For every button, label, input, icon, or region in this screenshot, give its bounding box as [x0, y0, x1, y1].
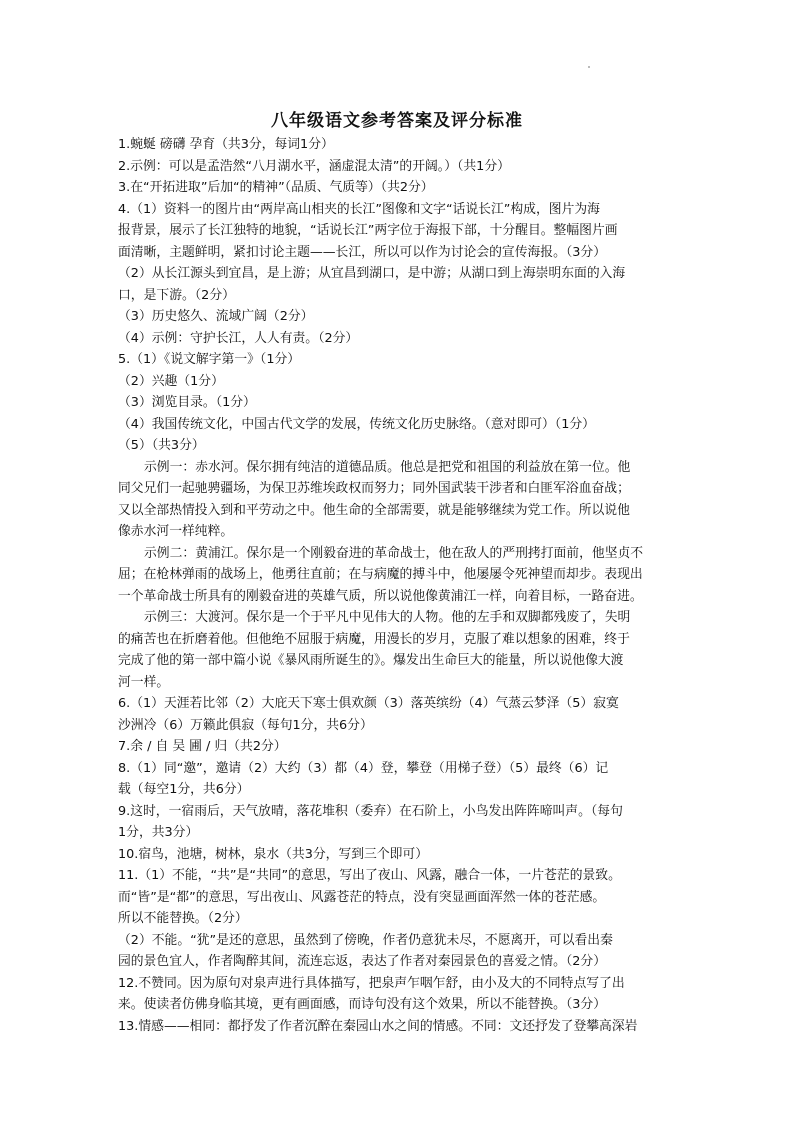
text-line: 又以全部热情投入到和平劳动之中。他生命的全部需要，就是能够继续为党工作。所以说他: [118, 502, 630, 518]
decorative-dot: [588, 66, 590, 68]
text-line: 同父兄们一起驰骋疆场，为保卫苏维埃政权而努力；同外国武装干涉者和白匪军浴血奋战；: [118, 481, 630, 496]
text-line: （4）我国传统文化，中国古代文学的发展，传统文化历史脉络。（意对即可）（1分）: [118, 416, 595, 432]
text-line: 载（每空1分，共6分）: [118, 782, 250, 797]
text-line: （4）示例：守护长江，人人有责。（2分）: [118, 330, 359, 346]
text-line: （2）从长江源头到宜昌，是上游；从宜昌到湖口，是中游；从湖口到上海崇明东面的入海: [118, 266, 626, 281]
text-line: 而“皆”是“都”的意思，写出夜山、风露苍茫的特点，没有突显画面浑然一体的苍茫感。: [118, 889, 606, 905]
text-line: 屈；在枪林弹雨的战场上，他勇往直前；在与病魔的搏斗中，他屡屡令死神望而却步。表现出: [118, 567, 643, 582]
text-line: （2）不能。“犹”是还的意思，虽然到了傍晚，作者仍意犹未尽，不愿离开，可以看出秦: [118, 932, 613, 948]
text-line: 示例二：黄浦江。保尔是一个刚毅奋进的革命战士，他在敌人的严刑拷打面前，他坚贞不: [144, 545, 644, 561]
text-line: 完成了他的第一部中篇小说《暴风雨所诞生的》。爆发出生命巨大的能量，所以说他像大渡: [118, 653, 624, 668]
text-line: 沙洲冷（6）万籁此俱寂（每句1分，共6分）: [118, 717, 373, 733]
text-line: 示例三：大渡河。保尔是一个于平凡中见伟大的人物。他的左手和双脚都残废了，失明: [144, 610, 631, 625]
text-line: （2）兴趣（1分）: [118, 373, 224, 389]
text-line: 一个革命战士所具有的刚毅奋进的英雄气质，所以说他像黄浦江一样，向着目标，一路奋进。: [118, 588, 643, 604]
text-line: 11.（1）不能，“共”是“共同”的意思，写出了夜山、风露，融合一体，一片苍茫的景致。: [118, 868, 621, 883]
text-line: （3）浏览目录。（1分）: [118, 395, 256, 410]
text-line: 口，是下游。（2分）: [118, 287, 235, 303]
text-line: 2.示例：可以是孟浩然“八月湖水平，涵虚混太清”的开阔。）（共1分）: [118, 158, 510, 174]
text-line: 来。使读者仿佛身临其境，更有画面感，而诗句没有这个效果，所以不能替换。（3分）: [118, 997, 607, 1012]
text-line: 10.宿鸟，池塘，树林，泉水（共3分，写到三个即可）: [118, 846, 429, 862]
text-line: 像赤水河一样纯粹。: [118, 524, 234, 539]
text-line: 7.余 / 自 吴 圃 / 归（共2分）: [118, 739, 287, 754]
text-line: 河一样。: [118, 674, 170, 690]
text-line: （3）历史悠久、流域广阔（2分）: [118, 309, 314, 324]
text-line: 4.（1）资料一的图片由“两岸高山相夹的长江”图像和文字“话说长江”构成，图片为海: [118, 201, 600, 217]
text-line: 报背景，展示了长江独特的地貌，“话说长江”两字位于海报下部，十分醒目。整幅图片画: [118, 223, 618, 238]
text-line: 6.（1）天涯若比邻（2）大庇天下寒士俱欢颜（3）落英缤纷（4）气蒸云梦泽（5）寂寞: [118, 696, 619, 711]
text-line: 8.（1）同“邀”，邀请（2）大约（3）都（4）登，攀登（用梯子登）（5）最终（6）记: [118, 760, 609, 776]
text-line: 面清晰，主题鲜明，紧扣讨论主题——长江，所以可以作为讨论会的宣传海报。（3分）: [118, 244, 607, 260]
text-line: 的痛苦也在折磨着他。但他绝不屈服于病魔，用漫长的岁月，克服了难以想象的困难，终于: [118, 631, 630, 647]
text-line: （5）（共3分）: [118, 438, 205, 453]
text-line: 所以不能替换。（2分）: [118, 911, 248, 926]
text-line: 13.情感——相同：都抒发了作者沉醉在秦园山水之间的情感。不同：文还抒发了登攀高深岩: [118, 1018, 638, 1034]
answer-body: [118, 134, 683, 1037]
text-line: 9.这时，一宿雨后，天气放晴，落花堆积（委弃）在石阶上，小鸟发出阵阵啼叫声。（每句: [118, 803, 623, 819]
text-line: 3.在“开拓进取”后加“的精神”（品质、气质等）（共2分）: [118, 180, 434, 195]
text-line: 1.蜿蜒 磅礴 孕育（共3分，每词1分）: [118, 137, 334, 152]
text-line: 12.不赞同。因为原句对泉声进行具体描写，把泉声乍咽乍舒，由小及大的不同特点写了出: [118, 975, 625, 991]
text-line: 示例一：赤水河。保尔拥有纯洁的道德品质。他总是把党和祖国的利益放在第一位。他: [144, 459, 631, 475]
text-line: 园的景色宜人，作者陶醉其间，流连忘返，表达了作者对秦园景色的喜爱之情。（2分）: [118, 954, 607, 969]
text-line: 5.（1）《说文解字第一》（1分）: [118, 352, 301, 367]
page-title: 八年级语文参考答案及评分标准: [271, 111, 523, 131]
text-line: 1分，共3分）: [118, 825, 199, 840]
